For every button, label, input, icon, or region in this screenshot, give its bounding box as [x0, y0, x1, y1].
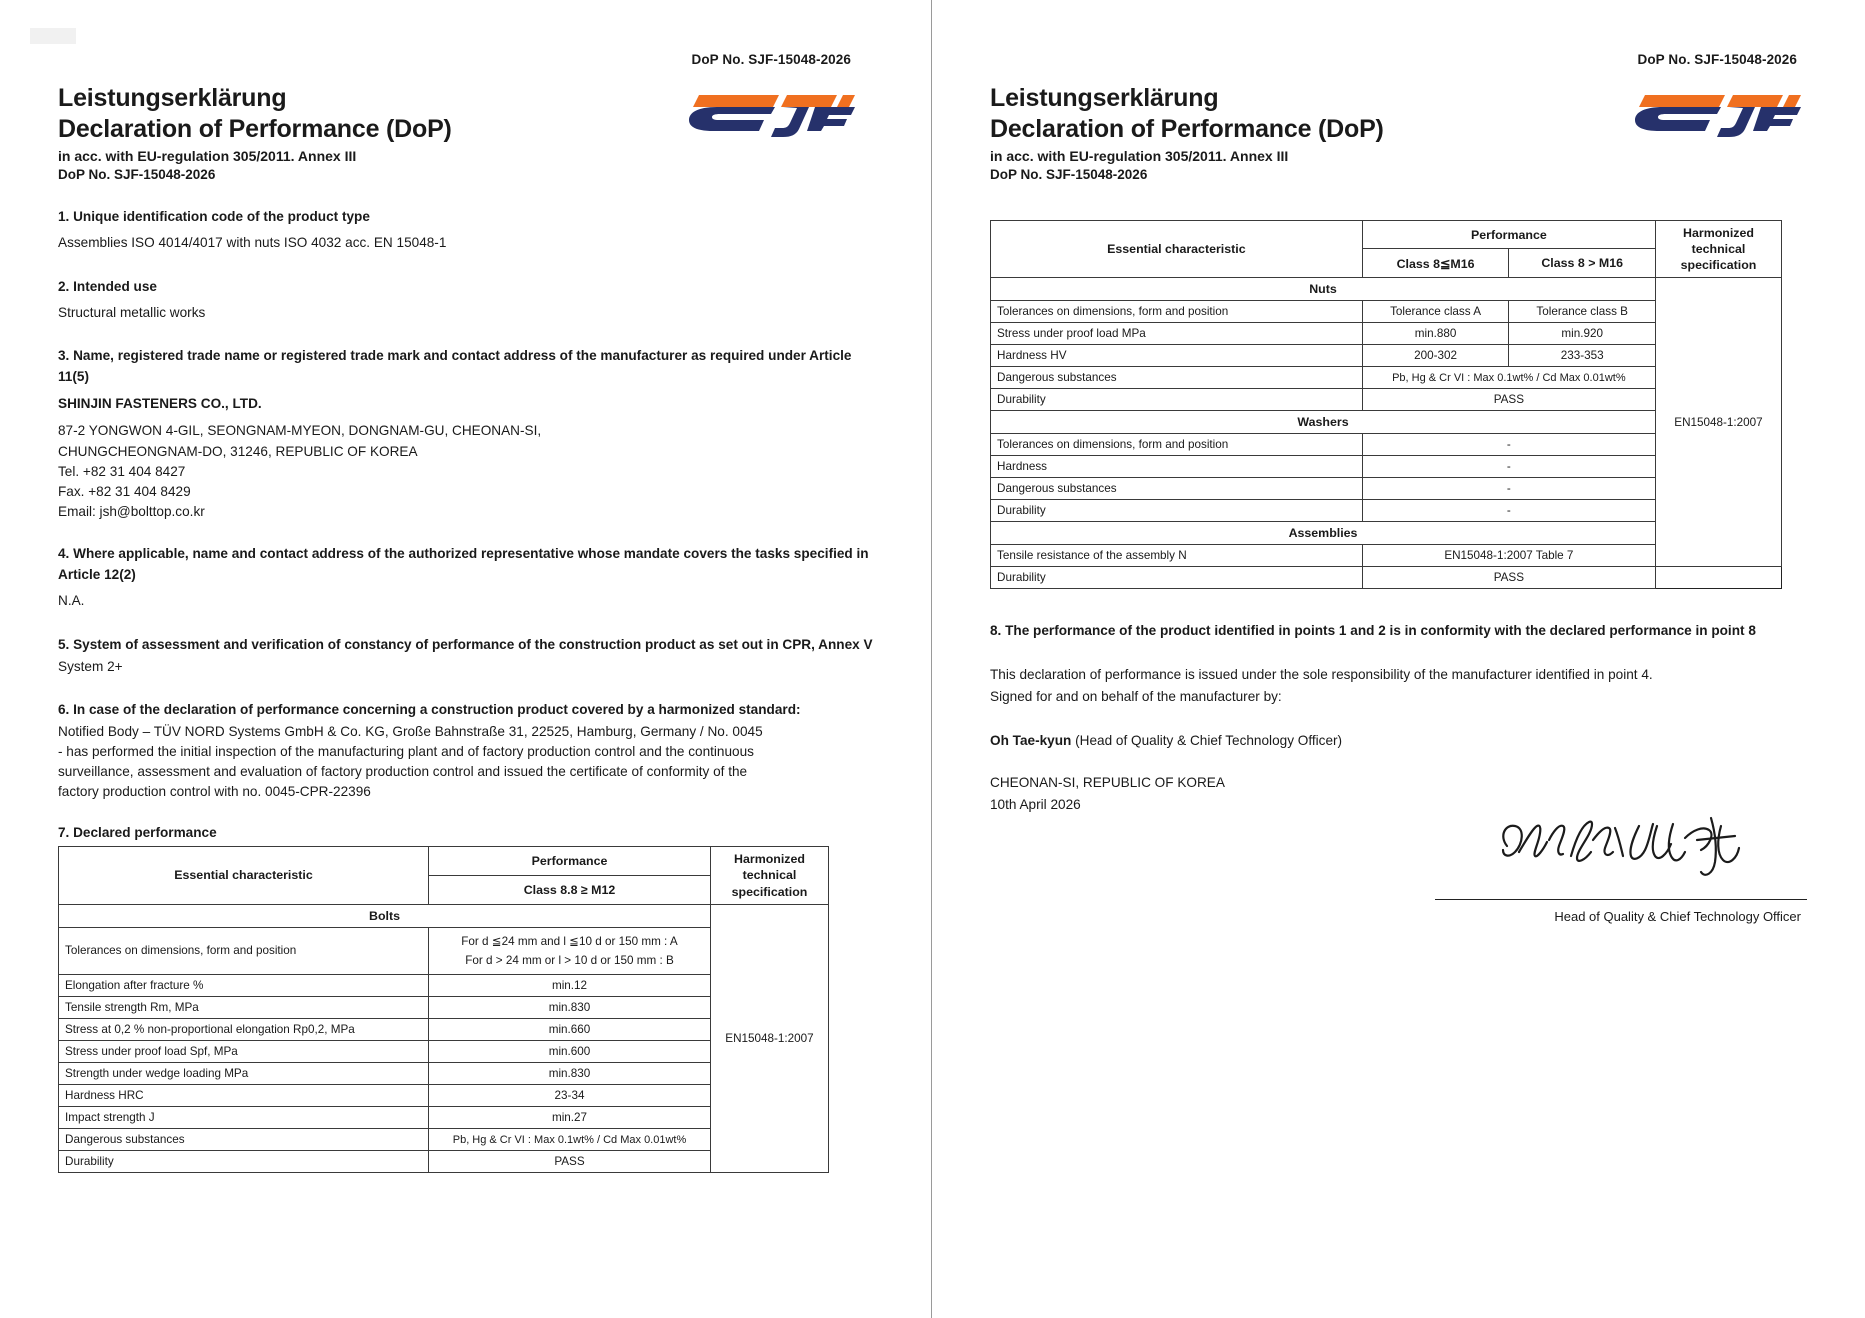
- place-line: CHEONAN-SI, REPUBLIC OF KOREA: [990, 775, 1225, 791]
- section-5-heading: 5. System of assessment and verification of constancy of performance of the construction product as set out in CPR, Annex V: [58, 636, 873, 652]
- sjf-logo: [687, 87, 855, 139]
- row-value: min.830: [429, 1063, 711, 1085]
- harmonized-l3: specification: [731, 884, 808, 899]
- row-value: 23-34: [429, 1085, 711, 1107]
- row-characteristic: Elongation after fracture %: [59, 975, 429, 997]
- section-7-heading: 7. Declared performance: [58, 825, 217, 841]
- group-label-assemblies: Assemblies: [991, 522, 1656, 545]
- row-characteristic: Strength under wedge loading MPa: [59, 1063, 429, 1085]
- notified-body-line-1: Notified Body – TÜV NORD Systems GmbH & Co. KG, Große Bahnstraße 31, 22525, Hamburg, Germany / No. 0045: [58, 724, 763, 740]
- point-8-heading: 8. The performance of the product identified in points 1 and 2 is in conformity with the declared performance in point 8: [990, 623, 1756, 639]
- row-characteristic: Durability: [991, 567, 1363, 589]
- row-characteristic: Durability: [59, 1151, 429, 1173]
- title-german: Leistungserklärung: [58, 84, 287, 112]
- section-4-body: N.A.: [58, 593, 85, 609]
- point-8-body: [990, 664, 1807, 708]
- row-value-span: EN15048-1:2007 Table 7: [1362, 545, 1655, 567]
- row-value-class-a: Tolerance class A: [1362, 301, 1509, 323]
- manufacturer-address: [58, 421, 873, 522]
- title-dop-line: DoP No. SJF-15048-2026: [58, 166, 216, 182]
- row-characteristic: Dangerous substances: [59, 1129, 429, 1151]
- row-characteristic: Stress under proof load Spf, MPa: [59, 1041, 429, 1063]
- table-header-row-1: [59, 847, 829, 876]
- page-right: [932, 0, 1865, 1318]
- section-1: [58, 206, 873, 254]
- row-characteristic: Impact strength J: [59, 1107, 429, 1129]
- harmonized-l1: Harmonized: [1683, 226, 1754, 241]
- section-4: [58, 543, 873, 612]
- row-characteristic: Tolerances on dimensions, form and position: [59, 927, 429, 975]
- table-group-row-bolts: [59, 904, 829, 927]
- section-6-body: [58, 722, 873, 801]
- row-value-class-a: min.880: [1362, 323, 1509, 345]
- sjf-logo-icon: [1633, 87, 1801, 139]
- row-characteristic: Tensile resistance of the assembly N: [991, 545, 1363, 567]
- address-line-2: CHUNGCHEONGNAM-DO, 31246, REPUBLIC OF KOREA: [58, 444, 418, 460]
- section-2-body: Structural metallic works: [58, 304, 206, 320]
- row-value-span: -: [1362, 500, 1655, 522]
- section-1-body: Assemblies ISO 4014/4017 with nuts ISO 4032 acc. EN 15048-1: [58, 235, 447, 251]
- dop-number-top-left: DoP No. SJF-15048-2026: [691, 52, 851, 67]
- row-characteristic: Dangerous substances: [991, 478, 1363, 500]
- title-subtitle: in acc. with EU-regulation 305/2011. Annex III: [58, 148, 357, 164]
- signature-area: [990, 830, 1807, 926]
- row-characteristic: Stress at 0,2 % non-proportional elongation Rp0,2, MPa: [59, 1019, 429, 1041]
- row-value-class-b: min.920: [1509, 323, 1656, 345]
- point-8-line-2: Signed for and on behalf of the manufacturer by:: [990, 688, 1282, 704]
- sjf-logo-right: [1633, 87, 1801, 139]
- manufacturer-name: SHINJIN FASTENERS CO., LTD.: [58, 396, 262, 412]
- row-characteristic: Durability: [991, 389, 1363, 411]
- title-dop-line-right: DoP No. SJF-15048-2026: [990, 166, 1148, 182]
- signature-rule: [1435, 899, 1807, 900]
- row-characteristic: Tensile strength Rm, MPa: [59, 997, 429, 1019]
- row-value-line-2: For d > 24 mm or l > 10 d or 150 mm : B: [465, 953, 674, 967]
- table-header-row-1: [991, 221, 1782, 249]
- row-value: min.600: [429, 1041, 711, 1063]
- email-line: Email: jsh@bolttop.co.kr: [58, 503, 205, 519]
- row-value: min.660: [429, 1019, 711, 1041]
- page-left: [0, 0, 932, 1318]
- notified-body-line-2: - has performed the initial inspection of the manufacturing plant and of factory production control and the continuous: [58, 744, 754, 760]
- signer-line: [990, 733, 1807, 748]
- harmonized-l1: Harmonized: [734, 852, 805, 867]
- section-3: [58, 345, 873, 521]
- document-header-left: [58, 81, 873, 184]
- notified-body-line-3: surveillance, assessment and evaluation of factory production control and issued the certificate of conformity of the: [58, 763, 748, 779]
- group-label-bolts: Bolts: [59, 904, 711, 927]
- section-6: [58, 699, 873, 801]
- title-block-left: [58, 81, 452, 184]
- section-6-heading: 6. In case of the declaration of performance concerning a construction product covered by a harmonized standard:: [58, 702, 801, 718]
- document-header-right: [990, 81, 1807, 184]
- row-value-line-1: For d ≦24 mm and l ≦10 d or 150 mm : A: [461, 934, 678, 948]
- row-characteristic: Stress under proof load MPa: [991, 323, 1363, 345]
- row-characteristic: Hardness HRC: [59, 1085, 429, 1107]
- table-group-row-nuts: [991, 278, 1782, 301]
- row-value: PASS: [429, 1151, 711, 1173]
- header-performance: Performance: [1362, 221, 1655, 249]
- date-line: 10th April 2026: [990, 797, 1081, 813]
- row-characteristic: Tolerances on dimensions, form and position: [991, 301, 1363, 323]
- notified-body-line-4: factory production control with no. 0045-CPR-22396: [58, 783, 371, 799]
- fax-line: Fax. +82 31 404 8429: [58, 483, 191, 499]
- harmonized-l2: technical: [742, 868, 797, 883]
- section-5: [58, 634, 873, 678]
- title-english-right: Declaration of Performance (DoP): [990, 114, 1384, 143]
- row-value: [429, 927, 711, 975]
- place-and-date: [990, 772, 1807, 816]
- header-class-88: Class 8.8 ≥ M12: [429, 875, 711, 904]
- section-3-heading: 3. Name, registered trade name or registered trade mark and contact address of the manufacturer as required under Article 11(5): [58, 348, 852, 385]
- row-characteristic: Tolerances on dimensions, form and position: [991, 434, 1363, 456]
- handwritten-signature-icon: [1489, 812, 1789, 888]
- signer-name: Oh Tae-kyun: [990, 733, 1072, 749]
- row-value-class-b: 233-353: [1509, 345, 1656, 367]
- row-value-span: PASS: [1362, 389, 1655, 411]
- table-row: [991, 567, 1782, 589]
- row-value: min.27: [429, 1107, 711, 1129]
- row-value-span: Pb, Hg & Cr VI : Max 0.1wt% / Cd Max 0.01wt%: [1362, 367, 1655, 389]
- page-corner-mark: [30, 28, 76, 44]
- row-characteristic: Dangerous substances: [991, 367, 1363, 389]
- signature-caption: Head of Quality & Chief Technology Officer: [1554, 908, 1801, 924]
- row-value-class-b: Tolerance class B: [1509, 301, 1656, 323]
- declared-performance-table-nuts-washers-assemblies: [990, 220, 1782, 589]
- row-value-span: -: [1362, 456, 1655, 478]
- sjf-logo-icon: [687, 87, 855, 139]
- header-performance: Performance: [429, 847, 711, 876]
- header-class-8-le-m16: Class 8≦M16: [1362, 249, 1509, 278]
- section-5-body: System 2+: [58, 658, 123, 674]
- row-value-span: PASS: [1362, 567, 1655, 589]
- row-value-span: -: [1362, 478, 1655, 500]
- address-line-1: 87-2 YONGWON 4-GIL, SEONGNAM-MYEON, DONGNAM-GU, CHEONAN-SI,: [58, 422, 542, 438]
- point-8-line-1: This declaration of performance is issued under the sole responsibility of the manufacturer identified in point 4.: [990, 666, 1653, 682]
- title-block-right: [990, 81, 1384, 184]
- section-2-heading: 2. Intended use: [58, 278, 157, 294]
- harmonized-value-right: EN15048-1:2007: [1656, 278, 1782, 567]
- header-harmonized-spec: [711, 847, 829, 904]
- row-characteristic: Hardness HV: [991, 345, 1363, 367]
- row-value-class-a: 200-302: [1362, 345, 1509, 367]
- phone-line: Tel. +82 31 404 8427: [58, 464, 186, 480]
- section-1-heading: 1. Unique identification code of the product type: [58, 209, 370, 225]
- section-4-heading: 4. Where applicable, name and contact address of the authorized representative whose mandate covers the tasks specified in Article 12(2): [58, 546, 869, 583]
- header-harmonized-spec: [1656, 221, 1782, 278]
- section-2: [58, 276, 873, 324]
- row-characteristic: Durability: [991, 500, 1363, 522]
- title-subtitle-right: in acc. with EU-regulation 305/2011. Annex III: [990, 148, 1289, 164]
- header-class-8-gt-m16: Class 8 > M16: [1509, 249, 1656, 278]
- declared-performance-table-bolts: [58, 846, 829, 1173]
- row-value: min.830: [429, 997, 711, 1019]
- dop-number-top-right: DoP No. SJF-15048-2026: [1637, 52, 1797, 67]
- harmonized-l2: technical: [1691, 242, 1746, 257]
- row-characteristic: Hardness: [991, 456, 1363, 478]
- group-label-nuts: Nuts: [991, 278, 1656, 301]
- signer-role: (Head of Quality & Chief Technology Officer): [1071, 733, 1343, 749]
- group-label-washers: Washers: [991, 411, 1656, 434]
- harmonized-value-bolts: EN15048-1:2007: [711, 904, 829, 1173]
- row-value-span: -: [1362, 434, 1655, 456]
- title-german-right: Leistungserklärung: [990, 84, 1219, 112]
- header-essential-characteristic: Essential characteristic: [991, 221, 1363, 278]
- title-english: Declaration of Performance (DoP): [58, 114, 452, 143]
- harmonized-l3: specification: [1680, 258, 1757, 273]
- header-essential-characteristic: Essential characteristic: [59, 847, 429, 904]
- row-value: min.12: [429, 975, 711, 997]
- row-value: Pb, Hg & Cr VI : Max 0.1wt% / Cd Max 0.01wt%: [429, 1129, 711, 1151]
